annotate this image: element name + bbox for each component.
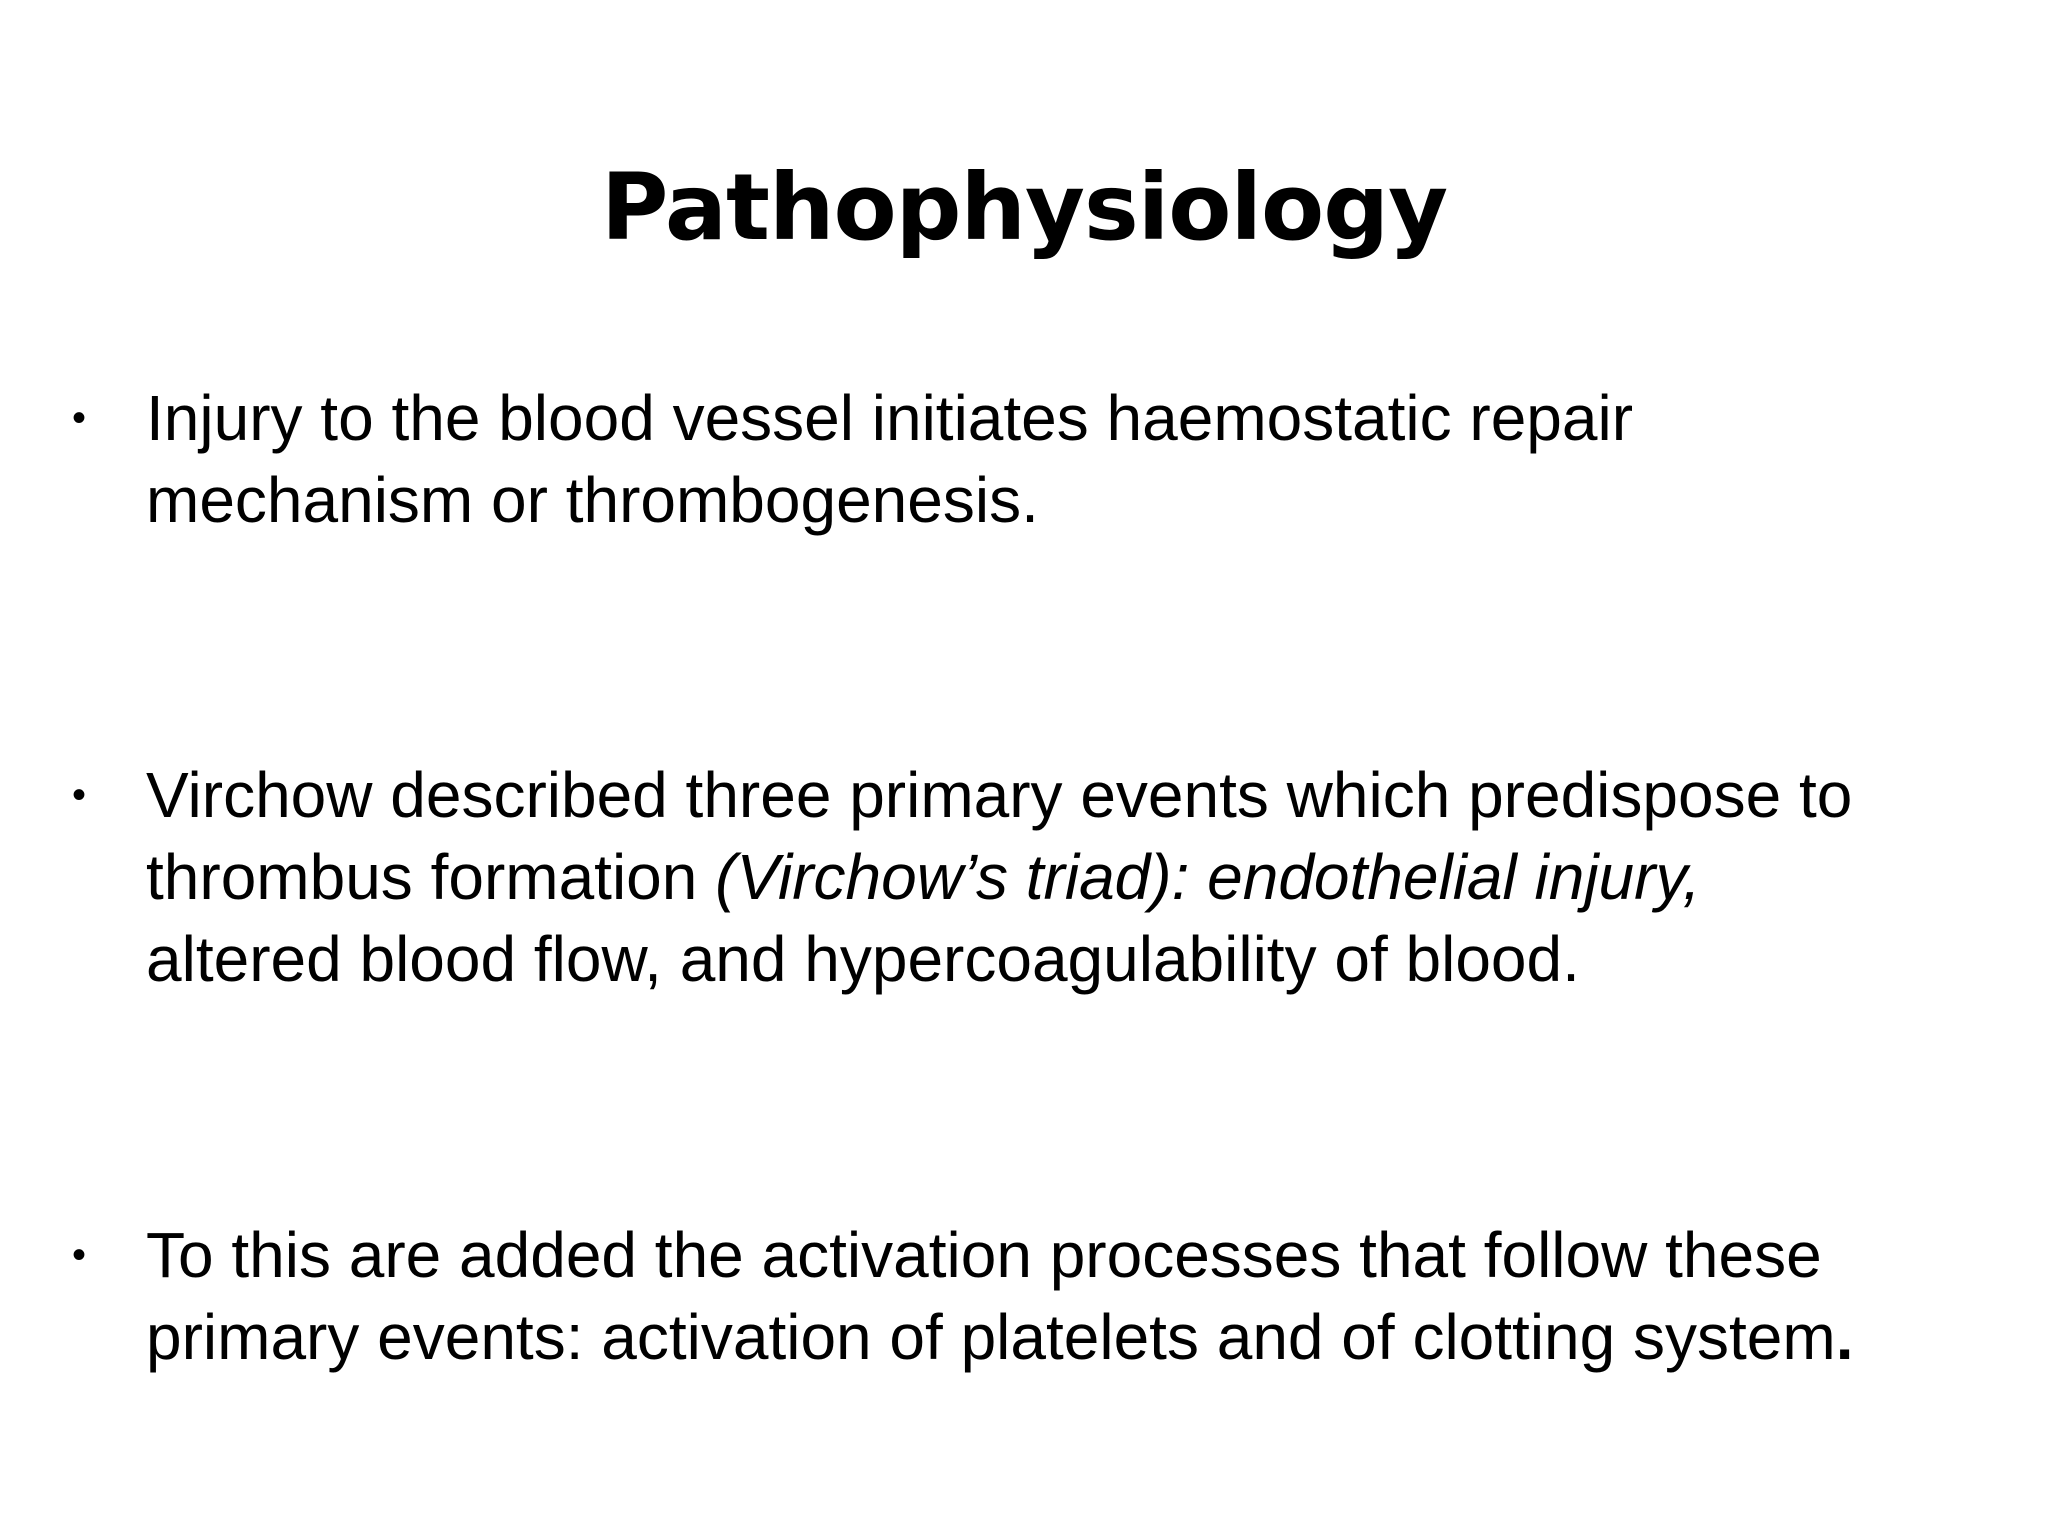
bullet-icon: • xyxy=(72,396,87,440)
bullet-text-1 xyxy=(146,377,2026,541)
bullet-1-line-1: Injury to the blood vessel initiates haemostatic repair xyxy=(146,382,1633,454)
bullet-3-line-2-end: . xyxy=(1835,1301,1854,1373)
bullet-icon: • xyxy=(72,773,87,817)
bullet-3-line-2-text: primary events: activation of platelets and of clotting system xyxy=(146,1301,1836,1373)
bullet-2-line-2 xyxy=(146,836,2026,918)
bullet-2-line-3: altered blood flow, and hypercoagulability of blood. xyxy=(146,923,1580,995)
bullet-3-line-2 xyxy=(146,1296,2026,1378)
bullet-1-line-2: mechanism or thrombogenesis. xyxy=(146,464,1039,536)
bullet-2-line-2-plain: thrombus formation xyxy=(146,841,716,913)
bullet-3-line-1: To this are added the activation processes that follow these xyxy=(146,1219,1822,1291)
bullet-icon: • xyxy=(72,1233,87,1277)
bullet-2-line-2-italic: (Virchow’s triad): endothelial injury, xyxy=(715,841,1701,913)
bullet-text-3 xyxy=(146,1214,2026,1378)
bullet-text-2 xyxy=(146,754,2026,1000)
slide-title: Pathophysiology xyxy=(600,154,1448,261)
bullet-2-line-1: Virchow described three primary events which predispose to xyxy=(146,759,1853,831)
